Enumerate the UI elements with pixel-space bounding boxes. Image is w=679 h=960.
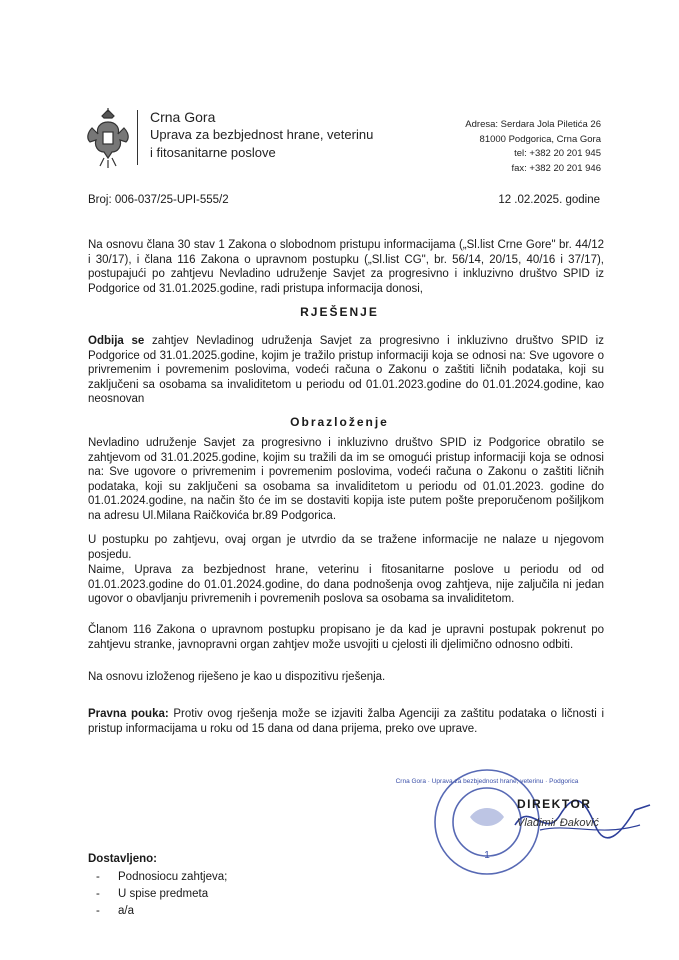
reasoning-paragraph-4: Članom 116 Zakona o upravnom postupku propisano je da kad je upravni postupak pokrenut po zahtjevu stranke, javnopravni organ zahtjev može usvojiti u cjelosti ili djelimično odnosno odbiti. [88, 624, 604, 651]
address-city: 81000 Podgorica, Crna Gora [479, 133, 601, 145]
address-block [465, 118, 601, 176]
address-tel: tel: +382 20 201 945 [514, 148, 601, 159]
decision-lead: Odbija se [88, 335, 145, 347]
reasoning-paragraph-3: Naime, Uprava za bezbjednost hrane, veterinu i fitosanitarne poslove u periodu od od 01.01.2023.godine do 01.01.2024.godine, do dana podnošenja ovog zahtjeva, nije zaljučila ni jedan ugovor o obavljanju privremenih i povremenih poslova sa osobama sa invaliditetom. [88, 564, 604, 606]
document-date: 12 .02.2025. godine [498, 194, 600, 206]
decision-paragraph [88, 334, 604, 407]
header-divider [137, 110, 138, 165]
stamp-number: 1 [484, 850, 490, 861]
reasoning-title: Obrazloženje [290, 415, 389, 429]
delivered-list [96, 869, 227, 920]
list-item: - a/a [96, 905, 134, 917]
reasoning-paragraph-1: Nevladino udruženje Savjet za progresivno i inkluzivno društvo SPID iz Podgorice obratilo se zahtjevom od 31.01.2025.godine, kojim su tražili da im se omogući pristup informaciji koja se odnosi na: Sve ugovore o privremenim i povremenim poslovima, vodeći računa o Zakonu o zaštiti ličnih podataka, koji su zaključeni sa osobama sa invaliditetom u periodu od 01.01.2023. godine do 01.01.2024.godine, na način što će im se dostaviti kopija iste putem pošte preporučenom pošiljkom na adresu Ul.Milana Raičkovića br.89 Podgorica. [88, 437, 604, 522]
director-title: DIREKTOR [517, 797, 592, 811]
coat-of-arms-icon [82, 108, 134, 170]
legal-notice-text: Protiv ovog rješenja može se izjaviti žalba Agenciji za zaštitu podataka o ličnosti i pristup informacijama u roku od 15 dana od dana prijema, preko ove uprave. [88, 708, 604, 735]
address-street: Adresa: Serdara Jola Piletića 26 [465, 119, 601, 130]
reasoning-paragraph-5: Na osnovu izloženog riješeno je kao u dispozitivu rješenja. [88, 671, 386, 683]
delivered-title: Dostavljeno: [88, 853, 158, 865]
intro-paragraph: Na osnovu člana 30 stav 1 Zakona o slobodnom pristupu informacijama („Sl.list Crne Gore" br. 44/12 i 30/17), i člana 116 Zakona o upravnom postupku („Sl.list CG", br. 56/14, 20/15, 40/16 i 37/17), postupajući po zahtjevu Nevladino udruženje Savjet za progresivno i inkluzivno društvo SPID iz Podgorice od 31.01.2025.godine, radi pristupa informacija donosi, [88, 239, 604, 295]
decision-text: zahtjev Nevladinog udruženja Savjet za progresivno i inkluzivno društvo SPID iz Podgorice od 31.01.2025.godine, kojim je tražilo pristup informaciji koja se odnosi na: Sve ugovore o privremenim i povremenim poslovima, vodeći računa o Zakonu o zaštiti ličnih podataka, koji su zaključeni sa osobama sa invaliditetom u periodu od 01.01.2023.godine do 01.01.2024.godine, kao neosnovan [88, 335, 604, 406]
decision-title: RJEŠENJE [300, 305, 379, 319]
director-name: Vladimir Đaković [517, 817, 599, 829]
header-agency-line2: i fitosanitarne poslove [150, 145, 276, 160]
institution-header [150, 108, 410, 162]
reasoning-paragraph-2: U postupku po zahtjevu, ovaj organ je utvrdio da se tražene informacije ne nalaze u njegovom posjedu. [88, 534, 604, 561]
legal-notice-lead: Pravna pouka: [88, 708, 169, 720]
list-item: - U spise predmeta [96, 888, 209, 900]
reference-number: Broj: 006-037/25-UPI-555/2 [88, 194, 229, 206]
header-agency-line1: Uprava za bezbjednost hrane, veterinu [150, 127, 374, 142]
header-country: Crna Gora [150, 109, 216, 125]
list-item: - Podnosiocu zahtjeva; [96, 871, 228, 883]
address-fax: fax: +382 20 201 946 [511, 162, 601, 174]
stamp-text: Crna Gora · Uprava za bezbjednost hrane, veterinu · Podgorica [395, 778, 579, 785]
legal-notice [88, 707, 604, 736]
